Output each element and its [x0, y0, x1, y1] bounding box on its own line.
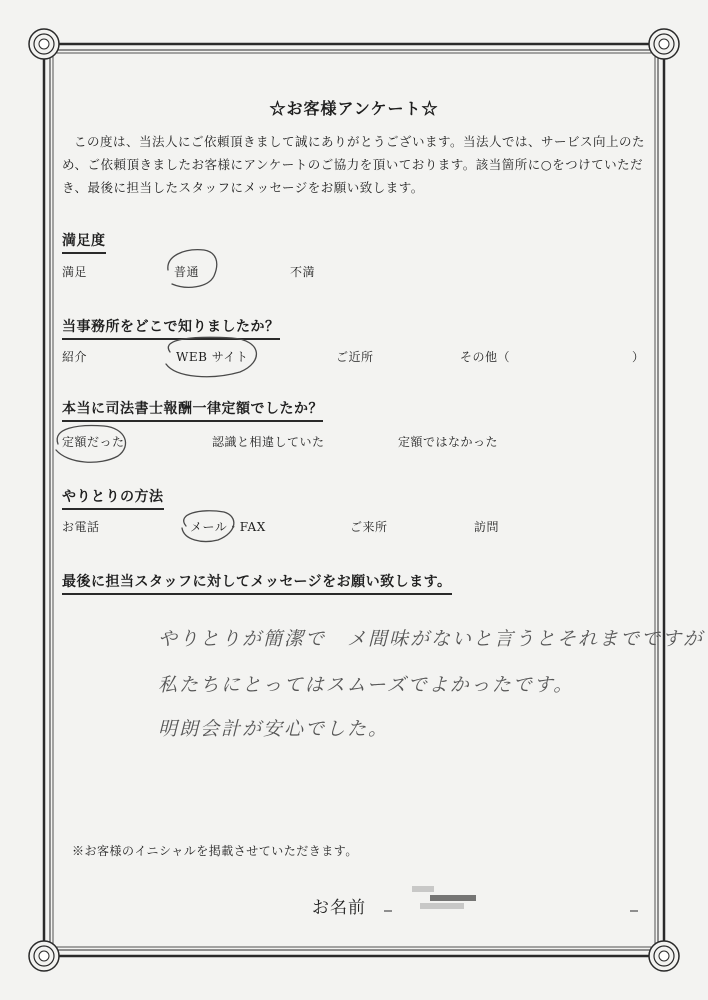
- source-option-neighborhood[interactable]: ご近所: [336, 350, 374, 364]
- handwritten-line-2: 私たちにとってはスムーズでよかったです。: [158, 674, 575, 696]
- source-other-close-paren: ）: [632, 350, 645, 364]
- contact-option-mail-fax[interactable]: メール・FAX: [190, 520, 266, 534]
- initials-note: ※お客様のイニシャルを掲載させていただきます。: [72, 844, 358, 858]
- name-label: お名前: [312, 898, 366, 918]
- fixed-fee-option-yes[interactable]: 定額だった: [62, 435, 125, 449]
- survey-title: ☆お客様アンケート☆: [269, 99, 439, 118]
- fixed-fee-option-no[interactable]: 定額ではなかった: [398, 435, 499, 449]
- source-option-other[interactable]: その他（: [460, 350, 511, 364]
- contact-option-home-visit[interactable]: 訪問: [474, 520, 500, 534]
- corner-ornament-top-right: [649, 29, 679, 59]
- satisfaction-option-normal[interactable]: 普通: [174, 265, 200, 279]
- satisfaction-option-satisfied[interactable]: 満足: [62, 265, 88, 279]
- handwritten-line-3: 明朗会計が安心でした。: [158, 718, 390, 740]
- fixed-fee-heading: 本当に司法書士報酬一律定額でしたか？: [62, 398, 323, 422]
- contact-option-phone[interactable]: お電話: [62, 520, 100, 534]
- source-option-website[interactable]: WEB サイト: [176, 350, 249, 364]
- source-option-referral[interactable]: 紹介: [62, 350, 88, 364]
- satisfaction-option-dissatisfied[interactable]: 不満: [290, 265, 316, 279]
- contact-method-heading: やりとりの方法: [62, 486, 164, 510]
- contact-option-visit-office[interactable]: ご来所: [350, 520, 388, 534]
- fixed-fee-option-different[interactable]: 認識と相違していた: [212, 435, 325, 449]
- corner-ornament-bottom-right: [649, 941, 679, 971]
- satisfaction-heading: 満足度: [62, 230, 106, 254]
- message-heading: 最後に担当スタッフに対してメッセージをお願い致します。: [62, 571, 452, 595]
- corner-ornament-top-left: [29, 29, 59, 59]
- handwritten-line-1: やりとりが簡潔で メ間味がないと言うとそれまでですが: [158, 628, 705, 650]
- source-heading: 当事務所をどこで知りましたか？: [62, 316, 280, 340]
- intro-paragraph: この度は、当法人にご依頼頂きまして誠にありがとうございます。当法人では、サービス向上のため、ご依頼頂きましたお客様にアンケートのご協力を頂いております。該当箇所に○をつけていただき、最後に担当したスタッフにメッセージをお願い致します。: [62, 134, 646, 195]
- corner-ornament-bottom-left: [29, 941, 59, 971]
